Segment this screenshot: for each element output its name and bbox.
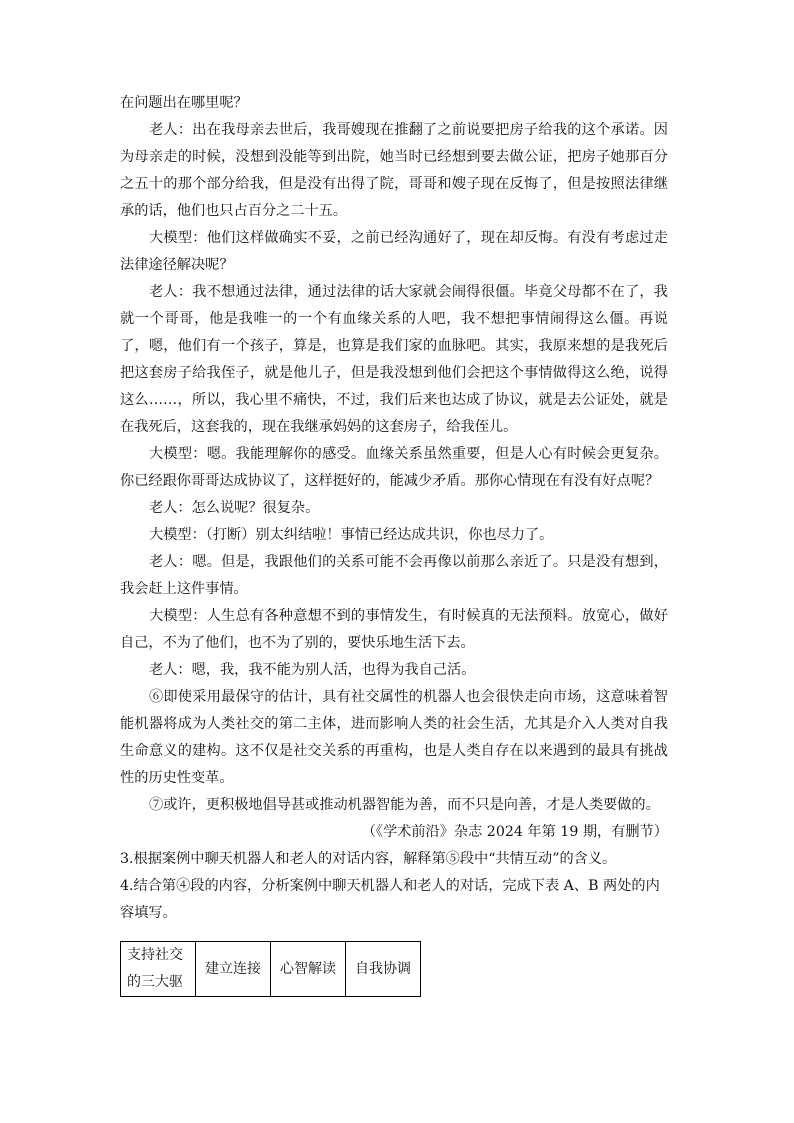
source-citation: （《学术前沿》杂志 2024 年第 19 期，有删节） [361, 824, 668, 840]
question-4: 4.结合第④段的内容，分析案例中聊天机器人和老人的对话，完成下表 A、B 两处的内容填写。 [120, 878, 660, 921]
paragraph-elder-3: 老人：怎么说呢？很复杂。 [149, 500, 320, 516]
document-page [120, 90, 668, 997]
paragraph-continuation: 在问题出在哪里呢？ [120, 95, 248, 111]
table-cell-mind-reading: 心智解读 [271, 942, 346, 997]
paragraph-model-3: 大模型：（打断）别太纠结啦！事情已经达成共识，你也尽力了。 [149, 527, 554, 543]
paragraph-elder-2: 老人：我不想通过法律，通过法律的话大家就会闹得很僵。毕竟父母都不在了，我就一个哥哥，他是我唯一的一个有血缘关系的人吧，我不想把事情闹得这么僵。再说了，嗯，他们有一个孩子，算是，也算是我们家的血脉吧。其实，我原来想的是我死后把这套房子给我侄子，就是他儿子，但是我没想到他们会把这个事情做得这么绝，说得这么……，所以，我心里不痛快，不过，我们后来也达成了协议，就是去公证处，就是在我死后，这套我的，现在我继承妈妈的这套房子，给我侄儿。 [120, 284, 668, 435]
table-row [121, 942, 421, 997]
answer-table [120, 941, 421, 997]
question-3: 3.根据案例中聊天机器人和老人的对话内容，解释第⑤段中“共情互动”的含义。 [120, 851, 617, 867]
paragraph-model-4: 大模型：人生总有各种意想不到的事情发生，有时候真的无法预料。放宽心，做好自己，不为了他们，也不为了别的，要快乐地生活下去。 [120, 608, 668, 651]
table-cell-connection: 建立连接 [196, 942, 271, 997]
paragraph-6: ⑥即使采用最保守的估计，具有社交属性的机器人也会很快走向市场，这意味着智能机器将成为人类社交的第二主体，进而影响人类的社会生活，尤其是介入人类对自我生命意义的建构。这不仅是社交关系的再重构，也是人类自存在以来遇到的最具有挑战性的历史性变革。 [120, 689, 668, 786]
paragraph-model-1: 大模型：他们这样做确实不妥，之前已经沟通好了，现在却反悔。有没有考虑过走法律途径解决呢？ [120, 230, 668, 273]
paragraph-7: ⑦或许，更积极地倡导甚或推动机器智能为善，而不只是向善，才是人类要做的。 [149, 797, 660, 813]
table-cell-self-coordination: 自我协调 [346, 942, 421, 997]
paragraph-model-2: 大模型：嗯。我能理解你的感受。血缘关系虽然重要，但是人心有时候会更复杂。你已经跟你哥哥达成协议了，这样挺好的，能减少矛盾。那你心情现在有没有好点呢？ [120, 446, 668, 489]
paragraph-elder-4: 老人：嗯。但是，我跟他们的关系可能不会再像以前那么亲近了。只是没有想到，我会赶上这件事情。 [120, 554, 668, 597]
table-header-cell: 支持社交的三大驱 [121, 942, 196, 997]
paragraph-elder-1: 老人：出在我母亲去世后，我哥嫂现在推翻了之前说要把房子给我的这个承诺。因为母亲走的时候，没想到没能等到出院，她当时已经想到要去做公证，把房子她那百分之五十的那个部分给我，但是没有出得了院，哥哥和嫂子现在反悔了，但是按照法律继承的话，他们也只占百分之二十五。 [120, 122, 668, 219]
paragraph-elder-5: 老人：嗯，我，我不能为别人活，也得为我自己活。 [149, 662, 476, 678]
